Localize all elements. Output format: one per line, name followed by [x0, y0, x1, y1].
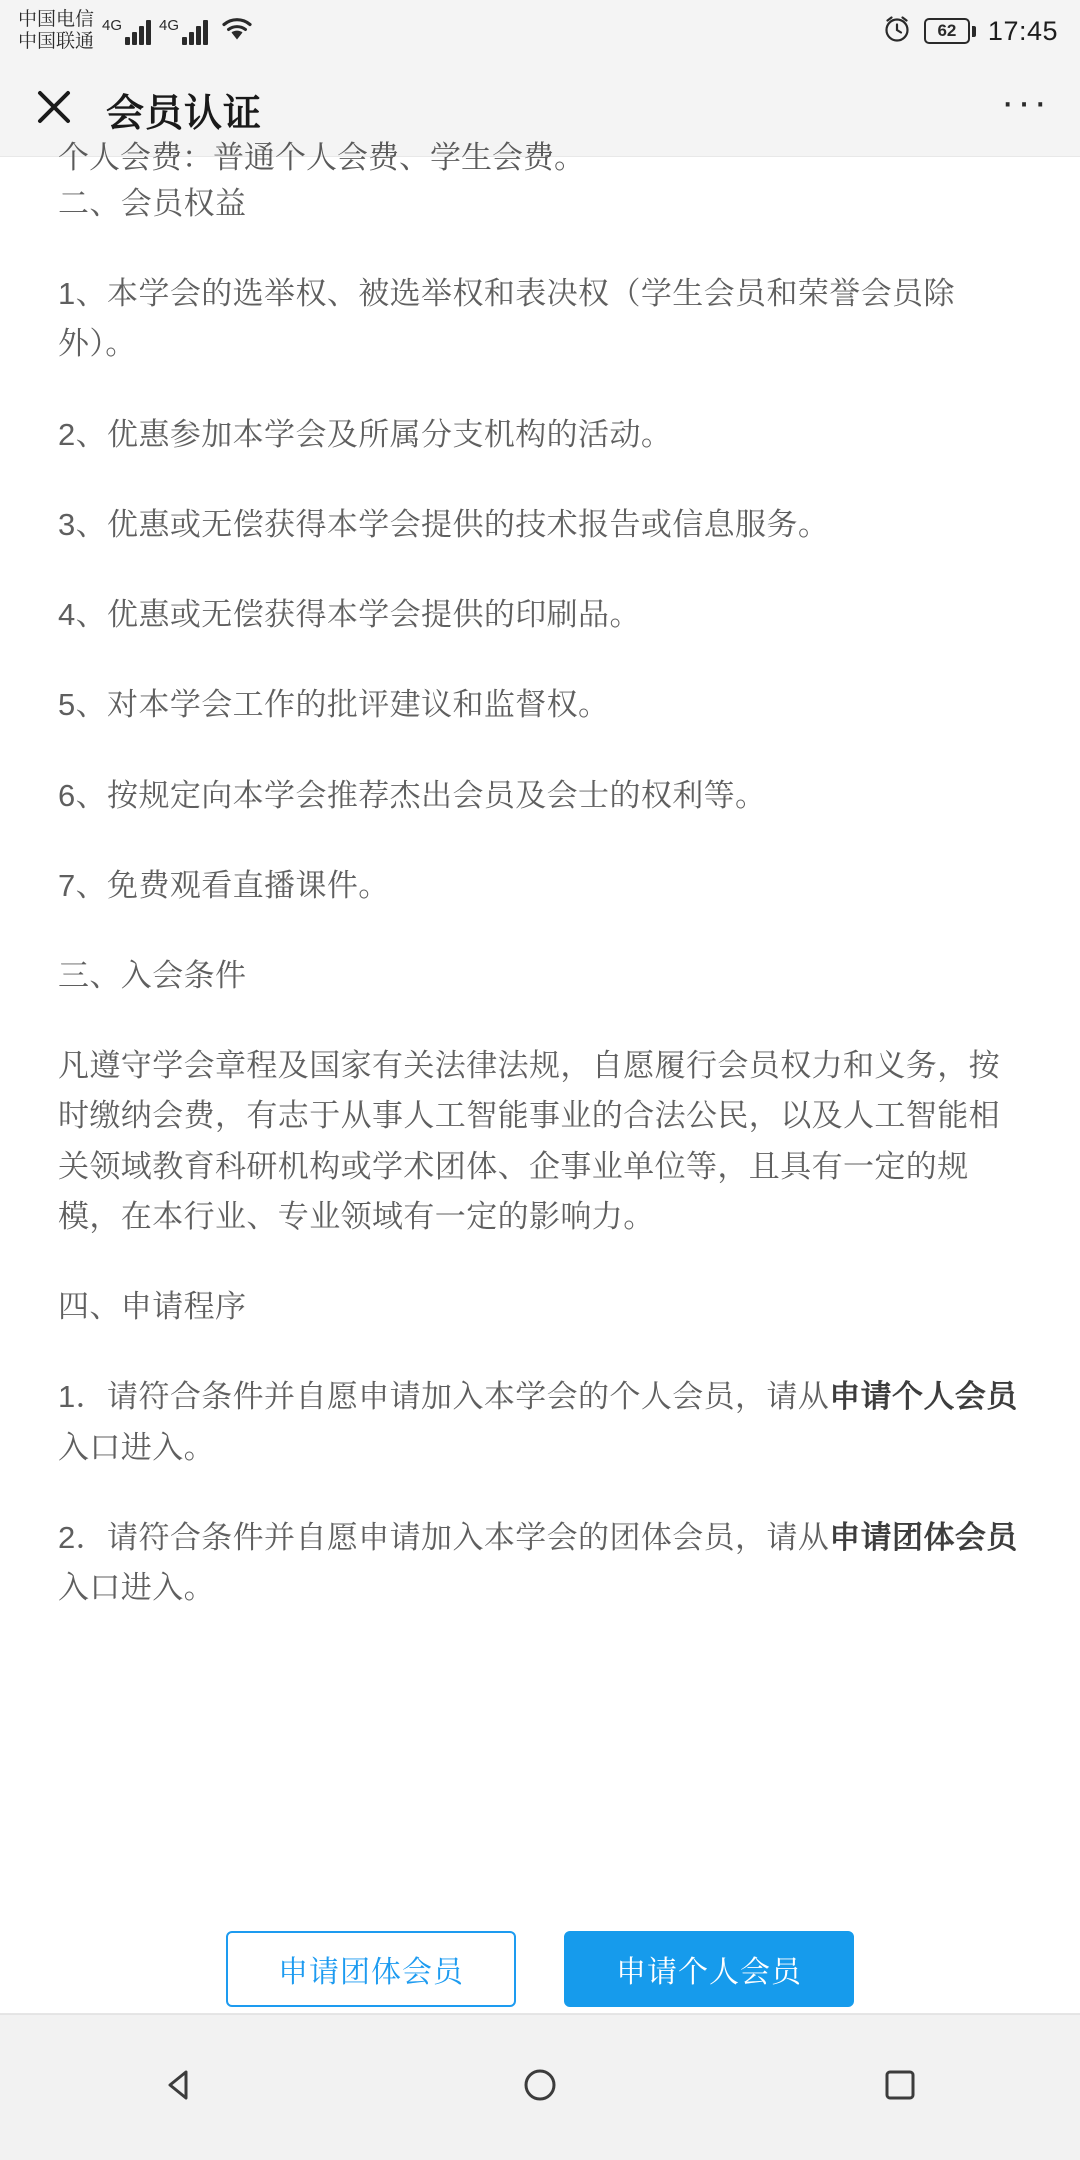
- paragraph: 7、免费观看直播课件。: [58, 867, 390, 903]
- paragraph: 3、优惠或无偿获得本学会提供的技术报告或信息服务。: [58, 506, 830, 542]
- paragraph: 2、优惠参加本学会及所属分支机构的活动。: [58, 416, 673, 452]
- paragraph: 4、优惠或无偿获得本学会提供的印刷品。: [58, 597, 641, 633]
- signal-bars-icon-1: [125, 17, 151, 45]
- nav-recents-button[interactable]: [840, 2032, 960, 2142]
- nav-home-button[interactable]: [480, 2032, 600, 2142]
- nav-back-button[interactable]: [120, 2032, 240, 2142]
- signal-bars-icon-2: [182, 17, 208, 45]
- carrier-label-1: 中国电信: [18, 8, 95, 30]
- paragraph: 凡遵守学会章程及国家有关法律法规，自愿履行会员权力和义务，按时缴纳会费，有志于从事人工智能事业的合法公民，以及人工智能相关领域教育科研机构或学术团体、企事业单位等，且具有一定的规模，在本行业、专业领域有一定的影响力。: [58, 1048, 1000, 1234]
- apply-group-member-button[interactable]: 申请团体会员: [226, 1931, 516, 2007]
- section-heading: 二、会员权益: [58, 186, 247, 221]
- paragraph-emphasis: 申请个人会员: [829, 1379, 1018, 1415]
- network-type-label-1: 4G: [102, 17, 123, 34]
- battery-indicator: [924, 18, 976, 44]
- paragraph-emphasis: 申请团体会员: [829, 1519, 1018, 1555]
- paragraph: 6、按规定向本学会推荐杰出会员及会士的权利等。: [58, 777, 767, 813]
- action-button-bar: [0, 1924, 1080, 2014]
- paragraph-prefix: 2．请符合条件并自愿申请加入本学会的团体会员，请从: [58, 1519, 830, 1555]
- wifi-icon: [220, 15, 254, 48]
- paragraph: 5、对本学会工作的批评建议和监督权。: [58, 687, 610, 723]
- more-options-button[interactable]: ···: [1001, 80, 1050, 124]
- carrier-label-2: 中国联通: [18, 31, 95, 52]
- article-blocks: [58, 179, 1022, 1613]
- close-icon: [32, 85, 76, 134]
- carrier-names: [18, 9, 94, 54]
- home-circle-icon: [520, 2065, 560, 2110]
- signal-indicator-1: [102, 17, 151, 45]
- alarm-clock-icon: [882, 14, 912, 49]
- section-heading: 四、申请程序: [58, 1289, 247, 1325]
- recents-square-icon: [880, 2065, 920, 2110]
- battery-cap: [972, 26, 976, 37]
- back-triangle-icon: [160, 2065, 200, 2110]
- paragraph: 1、本学会的选举权、被选举权和表决权（学生会员和荣誉会员除外）。: [58, 276, 955, 362]
- paragraph-suffix: 入口进入。: [58, 1429, 215, 1465]
- status-bar: [0, 0, 1080, 62]
- paragraph-prefix: 1．请符合条件并自愿申请加入本学会的个人会员，请从: [58, 1379, 830, 1415]
- battery-level-label: 62: [924, 18, 970, 44]
- page-title: 会员认证: [106, 92, 263, 135]
- status-bar-left: [18, 9, 254, 54]
- system-navigation-bar: [0, 2013, 1080, 2160]
- nav-divider: [0, 2014, 1080, 2015]
- signal-indicator-2: [159, 17, 208, 45]
- paragraph-suffix: 入口进入。: [58, 1569, 215, 1605]
- section-heading: 三、入会条件: [58, 957, 247, 993]
- article-content[interactable]: [0, 140, 1080, 1925]
- paragraph-with-emphasis: [58, 1513, 1022, 1613]
- network-type-label-2: 4G: [159, 17, 180, 34]
- clipped-top-line: 个人会费：普通个人会费、学生会费。: [58, 140, 585, 175]
- status-bar-right: [882, 14, 1058, 49]
- paragraph-with-emphasis: [58, 1372, 1022, 1472]
- status-bar-clock: 17:45: [987, 15, 1058, 46]
- apply-personal-member-button[interactable]: 申请个人会员: [564, 1931, 854, 2007]
- close-button[interactable]: [26, 81, 82, 137]
